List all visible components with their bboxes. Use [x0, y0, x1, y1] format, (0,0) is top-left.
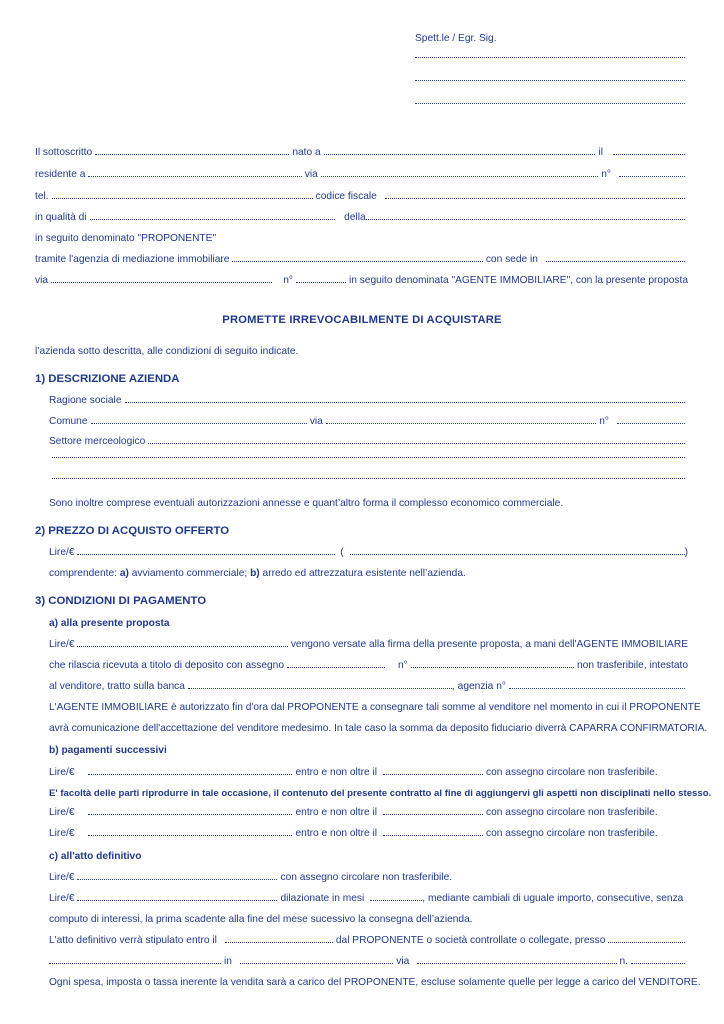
in-qualita-di-field[interactable]	[90, 219, 336, 220]
sub-c-via-label: via	[396, 956, 410, 967]
ragione-sociale-label: Ragione sociale	[49, 395, 122, 406]
sub-c-spese-line	[49, 977, 701, 989]
n-label: n°	[601, 169, 611, 180]
residente-a-field[interactable]	[88, 176, 301, 177]
sub-b-heading-line	[49, 745, 167, 757]
comprendente-label: comprendente:	[49, 568, 117, 579]
tramite-label: tramite l'agenzia di mediazione immobiliare	[35, 254, 230, 265]
azienda-n-label: n°	[599, 416, 609, 427]
sub-a-venditore-text: al venditore, tratto sulla banca	[49, 681, 185, 692]
sub-b-note: E' facoltà delle parti riprodurre in tale occasione, il contenuto del presente contratto al fine di aggiungervi gli aspetti non disciplinati nello stesso.	[49, 788, 712, 799]
section1-heading: 1) DESCRIZIONE AZIENDA	[35, 373, 180, 385]
sub-c-computo-text: computo di interessi, la prima scadente alla fine del mese sucessivo la consegna dell’azienda.	[49, 914, 473, 925]
residente-a-label: residente a	[35, 169, 86, 180]
con-sede-in-label: con sede in	[485, 254, 538, 265]
section1-note-line	[49, 498, 563, 510]
sub-b-assegno-text-3: con assegno circolare non trasferibile.	[486, 828, 658, 839]
nato-a-label: nato a	[292, 147, 321, 158]
sub-a-para1-line	[49, 702, 701, 714]
sub-c-row-4	[49, 935, 688, 947]
proponent-row-7	[35, 275, 688, 287]
sub-c-atto-data-field[interactable]	[225, 942, 333, 943]
sub-a-versate-text: vengono versate alla firma della presente proposta, a mani dell'AGENTE IMMOBILIARE	[290, 639, 688, 650]
sub-c-importo-field-1[interactable]	[77, 879, 277, 880]
sub-a-importo-field[interactable]	[77, 646, 287, 647]
sub-a-heading-line	[49, 618, 170, 630]
sub-b-row-2	[49, 807, 688, 819]
via-label: via	[304, 169, 318, 180]
in-qualita-di-label: in qualità di	[35, 212, 87, 223]
azienda-via-field[interactable]	[326, 423, 596, 424]
sub-a-row-3	[49, 681, 688, 693]
proponent-row-3	[35, 191, 688, 203]
tel-field[interactable]	[52, 198, 313, 199]
n2-field[interactable]	[296, 282, 346, 283]
item-b-text: arredo ed attrezzatura esistente nell’azienda.	[262, 568, 466, 579]
sub-c-row-1	[49, 872, 452, 884]
sub-c-citta-field[interactable]	[240, 963, 393, 964]
sub-b-note-line	[49, 788, 711, 800]
sub-b-row-3	[49, 828, 688, 840]
sub-c-assegno-text: con assegno circolare non trasferibile.	[280, 872, 453, 883]
comune-label: Comune	[49, 416, 88, 427]
sub-c-notaio-field[interactable]	[49, 963, 221, 964]
sub-c-row-2	[49, 893, 688, 905]
sub-c-heading: c) all'atto definitivo	[49, 851, 142, 862]
item-b-label: b)	[250, 568, 260, 579]
item-a-text: avviamento commerciale;	[131, 568, 248, 579]
via-field[interactable]	[321, 176, 598, 177]
settore-extra-line-1[interactable]	[49, 457, 688, 460]
il-label: il	[598, 147, 603, 158]
ragione-sociale-field[interactable]	[125, 402, 686, 403]
sub-a-n2-label: n°	[496, 681, 506, 692]
sub-b-entro-label-3: entro e non oltre il	[295, 828, 378, 839]
sub-a-row-1	[49, 639, 688, 651]
addressee-label-line	[415, 33, 497, 45]
sub-c-dilazionate-label: dilazionate in mesi	[280, 893, 365, 904]
paren-close: )	[684, 547, 688, 558]
sub-c-spese: Ogni spesa, imposta o tassa inerente la vendita sarà a carico del PROPONENTE, escluse solamente quelle per legge a carico del VENDITORE.	[49, 977, 701, 988]
sub-b-assegno-text-2: con assegno circolare non trasferibile.	[486, 807, 658, 818]
sub-a-ricevuta-text: che rilascia ricevuta a titolo di deposito con assegno	[49, 660, 285, 671]
codice-fiscale-label: codice fiscale	[315, 191, 377, 202]
proponent-row-4	[35, 212, 688, 224]
sub-b-row-1	[49, 767, 688, 779]
sottoscritto-field[interactable]	[95, 154, 289, 155]
addressee-label: Spett.le / Egr. Sig.	[415, 33, 497, 44]
prezzo-cifre-field[interactable]	[77, 554, 335, 555]
sub-a-para1: L'AGENTE IMMOBILIARE è autorizzato fin d'ora dal PROPONENTE a consegnare tali somme al venditore nel momento in cui il PROPONENTE	[49, 702, 701, 713]
sub-c-row-5	[49, 956, 688, 968]
sub-b-lire-label-3: Lire/€	[49, 828, 75, 839]
promise-intro-line	[35, 346, 298, 358]
denominato-proponente: in seguito denominato "PROPONENTE"	[35, 233, 217, 244]
prezzo-lire-label: Lire/€	[49, 547, 75, 558]
sub-a-heading: a) alla presente proposta	[49, 618, 170, 629]
sub-a-banca-field[interactable]	[188, 688, 452, 689]
sub-a-non-trasf-text: non trasferibile, intestato	[577, 660, 688, 671]
sub-c-n-label: n.	[619, 956, 628, 967]
sub-b-data-field-1[interactable]	[383, 774, 483, 775]
con-sede-in-field[interactable]	[546, 261, 685, 262]
addressee-line-1[interactable]	[412, 57, 688, 60]
n-field[interactable]	[619, 176, 685, 177]
proponent-row-2	[35, 169, 688, 181]
sub-b-importo-field-3[interactable]	[88, 835, 292, 836]
prezzo-row	[49, 547, 688, 559]
sub-a-n-label: n°	[398, 660, 408, 671]
agente-text: in seguito denominata "AGENTE IMMOBILIARE", con la presente proposta	[348, 275, 688, 286]
sub-a-para2-line	[49, 723, 707, 735]
sub-a-lire-label: Lire/€	[49, 639, 75, 650]
sub-c-in-label: in	[224, 956, 232, 967]
birth-date-field[interactable]	[613, 154, 685, 155]
promise-intro: l’azienda sotto descritta, alle condizioni di seguito indicate.	[35, 346, 299, 357]
sub-c-cambiali-text: , mediante cambiali di uguale importo, consecutive, senza	[422, 893, 684, 904]
sub-b-importo-field-2[interactable]	[88, 814, 292, 815]
sub-b-assegno-text-1: con assegno circolare non trasferibile.	[486, 767, 658, 778]
section1-note: Sono inoltre comprese eventuali autorizzazioni annesse e quant’altro forma il complesso economico commerciale.	[49, 498, 564, 509]
sub-c-lire-label-2: Lire/€	[49, 893, 75, 904]
settore-row	[49, 436, 688, 448]
della-label: della	[344, 212, 366, 223]
section2-heading: 2) PREZZO DI ACQUISTO OFFERTO	[35, 525, 230, 537]
sub-c-lire-label-1: Lire/€	[49, 872, 75, 883]
settore-extra-line-2[interactable]	[49, 478, 688, 481]
proponent-row-1	[35, 147, 688, 159]
comune-row	[49, 416, 688, 428]
sub-c-atto-label: L'atto definitivo verrà stipulato entro il	[49, 935, 217, 946]
via2-field[interactable]	[51, 282, 272, 283]
addressee-line-2[interactable]	[412, 80, 688, 83]
sub-c-presso-field[interactable]	[608, 942, 685, 943]
sub-b-data-field-2[interactable]	[383, 814, 483, 815]
settore-field[interactable]	[148, 443, 685, 444]
sub-a-agenzia-field[interactable]	[509, 688, 685, 689]
sub-c-via-field[interactable]	[417, 963, 616, 964]
della-field[interactable]	[366, 219, 685, 220]
prezzo-lettere-field[interactable]	[350, 554, 685, 555]
sub-a-assegno-field[interactable]	[287, 667, 385, 668]
item-a-label: a)	[119, 568, 129, 579]
comune-field[interactable]	[91, 423, 307, 424]
sub-c-heading-line	[49, 851, 141, 863]
comprendente-row	[49, 568, 466, 580]
sub-a-para2: avrà comunicazione dell'accettazione del venditore medesimo. In tale caso la somma da deposito fiduciario diverrà CAPARRA CONFIRMATORIA.	[49, 723, 708, 734]
sub-c-n-field[interactable]	[631, 963, 685, 964]
sub-a-n-field[interactable]	[411, 667, 574, 668]
proponent-row-6	[35, 254, 688, 266]
sub-b-lire-label-2: Lire/€	[49, 807, 75, 818]
sub-b-importo-field-1[interactable]	[88, 774, 292, 775]
proponent-row-5	[35, 233, 216, 245]
paren-open: (	[340, 547, 344, 558]
sub-b-heading: b) pagamenti successivi	[49, 745, 167, 756]
ragione-sociale-row	[49, 395, 688, 407]
sub-c-mesi-field[interactable]	[370, 900, 422, 901]
sub-c-dal-text: dal PROPONENTE o società controllate o collegate, presso	[335, 935, 606, 946]
codice-fiscale-field[interactable]	[385, 198, 685, 199]
section3-heading: 3) CONDIZIONI DI PAGAMENTO	[35, 595, 207, 607]
nato-a-field[interactable]	[324, 154, 596, 155]
sub-c-row-3	[49, 914, 473, 926]
sottoscritto-label: Il sottoscritto	[35, 147, 93, 158]
sub-c-importo-field-2[interactable]	[77, 900, 277, 901]
azienda-via-label: via	[309, 416, 323, 427]
agenzia-field[interactable]	[232, 261, 482, 262]
sub-b-data-field-3[interactable]	[383, 835, 483, 836]
sub-b-entro-label-1: entro e non oltre il	[295, 767, 378, 778]
tel-label: tel.	[35, 191, 49, 202]
azienda-n-field[interactable]	[617, 423, 685, 424]
sub-b-entro-label-2: entro e non oltre il	[295, 807, 378, 818]
via2-label: via	[35, 275, 49, 286]
sub-a-agenzia-label: , agenzia	[452, 681, 494, 692]
n2-label: n°	[283, 275, 293, 286]
sub-b-lire-label-1: Lire/€	[49, 767, 75, 778]
promise-title: PROMETTE IRREVOCABILMENTE DI ACQUISTARE	[222, 314, 502, 326]
addressee-line-3[interactable]	[412, 103, 688, 106]
sub-a-row-2	[49, 660, 688, 672]
settore-label: Settore merceologico	[49, 436, 146, 447]
